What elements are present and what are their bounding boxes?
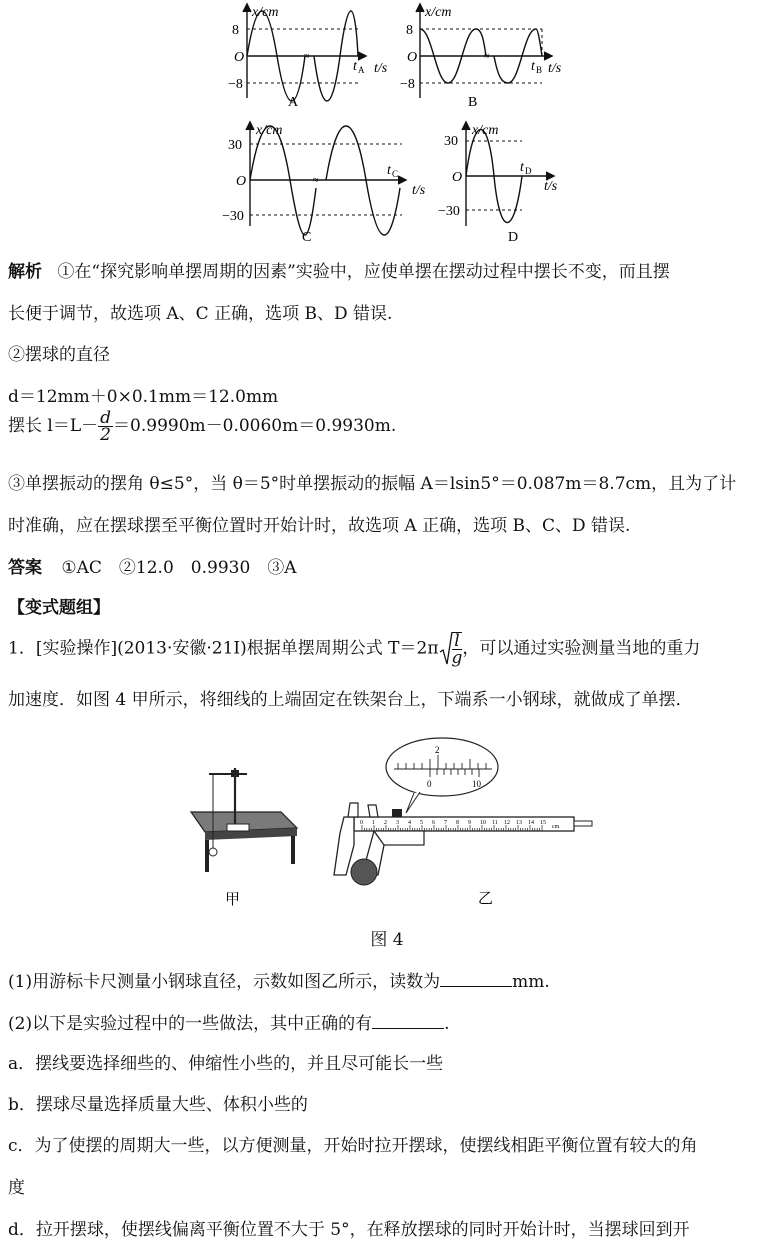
y-min-label: −8 <box>228 77 243 92</box>
caliper-scale-label: 15 <box>540 820 546 826</box>
y-max-label: 8 <box>232 23 239 38</box>
steel-ball <box>209 848 217 856</box>
fraction-numerator: l <box>452 633 463 650</box>
question-1-line-1 <box>8 630 766 674</box>
analysis-heading: 解析 <box>8 262 42 282</box>
caliper-scale-label: 6 <box>432 820 435 826</box>
x-axis-label: t/s <box>374 61 388 76</box>
origin-label: O <box>407 50 418 65</box>
t-mark: t <box>520 160 524 175</box>
pendulum-stand-figure <box>185 760 305 910</box>
analysis-p2: ②摆球的直径 <box>8 345 110 365</box>
x-axis-label: t/s <box>544 179 558 194</box>
graph-c <box>222 118 432 246</box>
t-sub: A <box>358 65 365 75</box>
sqrt-sign-icon <box>439 630 453 668</box>
origin-label: O <box>452 170 463 185</box>
y-max-label: 8 <box>406 23 413 38</box>
variant-heading: 【变式题组】 <box>8 598 110 618</box>
answer-text: ①AC ②12.0 0.9930 ③A <box>61 558 297 578</box>
graph-label: C <box>302 230 312 245</box>
zoom-main-label: 2 <box>435 745 440 755</box>
fraction-numerator: d <box>100 408 112 428</box>
label-yi: 乙 <box>478 891 494 907</box>
t-sub: B <box>536 65 543 75</box>
axis-break: ≈ <box>304 51 310 62</box>
caliper-scale-label: 4 <box>408 820 411 826</box>
equation-length <box>8 410 766 454</box>
analysis-p1b: 长便于调节，故选项 A、C 正确，选项 B、D 错误. <box>8 304 393 324</box>
question-1-sub-1 <box>8 968 766 994</box>
y-axis-label: x/cm <box>472 123 499 138</box>
caliper-scale-label: 9 <box>468 820 471 826</box>
caliper-scale-label: 14 <box>528 820 534 826</box>
zoom-vernier-0: 0 <box>427 779 432 789</box>
measured-ball <box>351 859 377 885</box>
fraction-d-over-2 <box>98 410 113 443</box>
origin-label: O <box>236 174 247 189</box>
x-axis-label: t/s <box>412 183 426 198</box>
x-axis-label: t/s <box>548 61 562 76</box>
answer-blank-1[interactable] <box>440 968 512 987</box>
caliper-unit: cm <box>552 824 560 830</box>
y-min-label: −30 <box>222 209 244 224</box>
analysis-p3a: ③单摆振动的摆角 θ≤5°，当 θ＝5°时单摆振动的振幅 A＝lsin5°＝0.087m＝8.7cm，且为了计 <box>8 474 737 494</box>
graph-label: B <box>468 95 478 110</box>
vernier-caliper-figure <box>332 735 602 910</box>
y-max-label: 30 <box>228 138 242 153</box>
eq-length-result: ＝0.9990m－0.0060m＝0.9930m. <box>113 416 397 436</box>
answer-line <box>8 556 766 580</box>
q1-suffix: ，可以通过实验测量当地的重力 <box>462 638 701 659</box>
graph-a <box>222 2 392 114</box>
fraction-denominator: g <box>451 648 463 668</box>
caliper-scale-label: 12 <box>504 820 510 826</box>
question-1-line-2: 加速度．如图 4 甲所示，将细线的上端固定在铁架台上，下端系一小钢球，就做成了单摆． <box>8 690 693 710</box>
graph-d <box>436 118 576 246</box>
question-1-sub-2 <box>8 1010 766 1036</box>
answer-heading: 答案 <box>8 558 42 578</box>
t-mark: t <box>531 59 535 74</box>
option-d-line-1: d．拉开摆球，使摆线偏离平衡位置不大于 5°，在释放摆球的同时开始计时，当摆球回到开 <box>8 1220 690 1240</box>
fraction-denominator: 2 <box>100 425 111 445</box>
equation-diameter: d＝12mm＋0×0.1mm＝12.0mm <box>8 387 279 407</box>
fraction-l-over-g <box>452 632 463 666</box>
q1-unit: mm. <box>512 972 550 992</box>
q2-end: . <box>444 1014 450 1034</box>
caliper-scale-label: 3 <box>396 820 399 826</box>
caliper-scale-label: 7 <box>444 820 447 826</box>
y-axis-label: x/cm <box>252 5 279 20</box>
answer-blank-2[interactable] <box>372 1010 444 1029</box>
t-sub: D <box>525 166 532 176</box>
y-max-label: 30 <box>444 134 458 149</box>
analysis-p1a: ①在“探究影响单摆周期的因素”实验中，应使单摆在摆动过程中摆长不变，而且摆 <box>57 262 670 282</box>
t-mark: t <box>387 163 391 178</box>
caliper-scale-label: 13 <box>516 820 522 826</box>
figure-caption: 图 4 <box>370 930 404 950</box>
q2-text: (2)以下是实验过程中的一些做法，其中正确的有 <box>8 1014 373 1034</box>
origin-label: O <box>234 50 245 65</box>
axis-break: ≈ <box>484 51 490 62</box>
option-a: a．摆线要选择细些的、伸缩性小些的，并且尽可能长一些 <box>8 1054 444 1074</box>
graph-label: A <box>288 95 299 110</box>
option-c-line-1: c．为了使摆的周期大一些，以方便测量，开始时拉开摆球，使摆线相距平衡位置有较大的角 <box>8 1136 698 1156</box>
q1-prefix: 1．[实验操作](2013·安徽·21Ⅰ)根据单摆周期公式 T＝2π <box>8 638 439 659</box>
analysis-p3b: 时准确，应在摆球摆至平衡位置时开始计时，故选项 A 正确，选项 B、C、D 错误. <box>8 516 631 536</box>
caliper-scale-label: 0 <box>360 820 363 826</box>
caliper-scale-label: 5 <box>420 820 423 826</box>
caliper-scale-label: 1 <box>372 820 375 826</box>
y-axis-label: x/cm <box>425 5 452 20</box>
y-axis-label: x/cm <box>256 123 283 138</box>
caliper-scale-label: 10 <box>480 820 486 826</box>
graph-b <box>398 2 573 114</box>
graph-label: D <box>508 230 519 245</box>
y-min-label: −8 <box>400 77 415 92</box>
option-c-line-2: 度 <box>8 1178 25 1198</box>
q1-text: (1)用游标卡尺测量小钢球直径，示数如图乙所示，读数为 <box>8 972 441 992</box>
y-min-label: −30 <box>438 204 460 219</box>
zoom-vernier-10: 10 <box>472 779 481 789</box>
t-mark: t <box>353 59 357 74</box>
caliper-scale-label: 2 <box>384 820 387 826</box>
caliper-scale-label: 11 <box>492 820 498 826</box>
analysis-line-1 <box>8 260 766 284</box>
label-jia: 甲 <box>225 892 241 908</box>
eq-length-prefix: 摆长 l＝L－ <box>8 416 99 436</box>
t-sub: C <box>392 169 399 179</box>
axis-break: ≈ <box>313 175 319 186</box>
option-b: b．摆球尽量选择质量大些、体积小些的 <box>8 1095 308 1115</box>
caliper-scale-label: 8 <box>456 820 459 826</box>
